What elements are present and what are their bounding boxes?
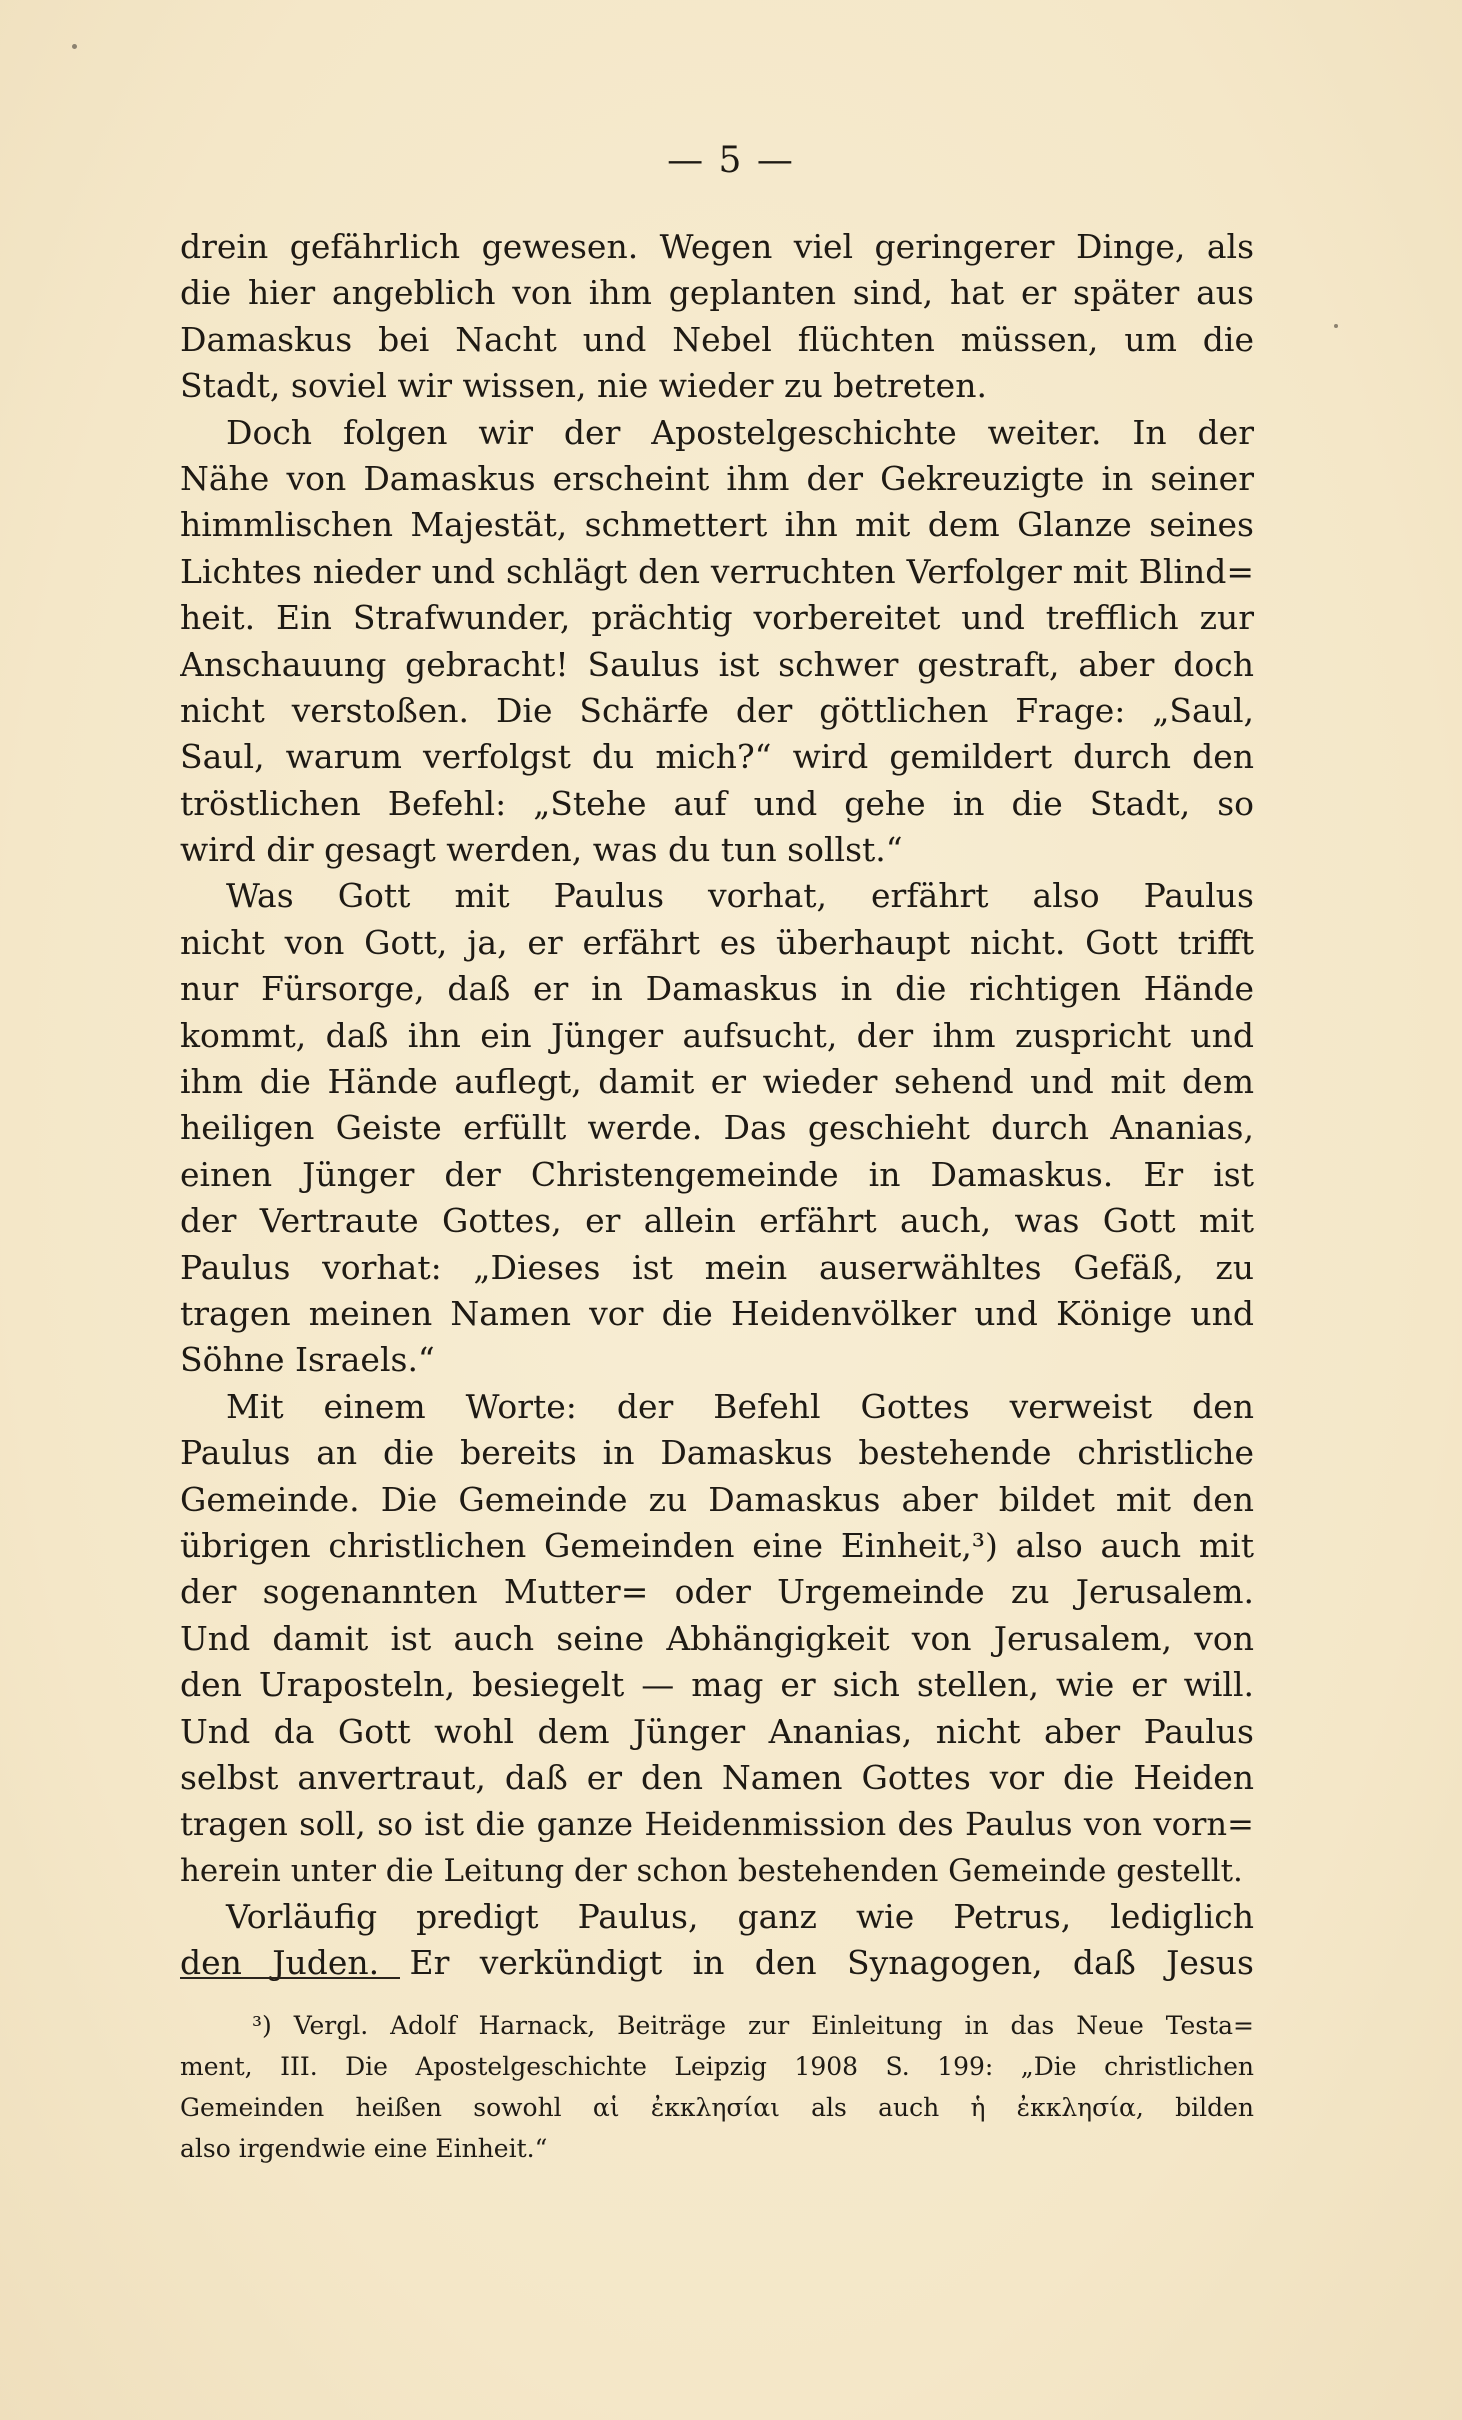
body-line: Stadt, soviel wir wissen, nie wieder zu betreten. bbox=[180, 366, 987, 406]
body-line: Saul, warum verfolgst du mich?“ wird gemildert durch den bbox=[180, 737, 1254, 777]
body-line: der sogenannten Mutter= oder Urgemeinde zu Jerusalem. bbox=[180, 1572, 1254, 1612]
paragraph-start-line: Doch folgen wir der Apostelgeschichte weiter. In der bbox=[226, 412, 1254, 452]
body-line: heiligen Geiste erfüllt werde. Das geschieht durch Ananias, bbox=[180, 1108, 1254, 1148]
body-line: heit. Ein Strafwunder, prächtig vorbereitet und trefflich zur bbox=[180, 598, 1254, 638]
body-line: der Vertraute Gottes, er allein erfährt auch, was Gott mit bbox=[180, 1201, 1254, 1241]
body-line: nicht verstoßen. Die Schärfe der göttlichen Frage: „Saul, bbox=[180, 690, 1254, 730]
footnote-line: Gemeinden heißen sowohl αἱ ἐκκλησίαι als auch ἡ ἐκκλησία, bilden bbox=[180, 2093, 1254, 2122]
body-line: tragen soll, so ist die ganze Heidenmission des Paulus von vorn= bbox=[180, 1805, 1254, 1844]
body-line: Anschauung gebracht! Saulus ist schwer gestraft, aber doch bbox=[180, 644, 1254, 684]
body-line: Damaskus bei Nacht und Nebel flüchten müssen, um die bbox=[180, 319, 1254, 359]
body-line: einen Jünger der Christengemeinde in Damaskus. Er ist bbox=[180, 1154, 1254, 1194]
body-line: übrigen christlichen Gemeinden eine Einheit,³) also auch mit bbox=[180, 1525, 1254, 1565]
paragraph-start-line: Vorläufig predigt Paulus, ganz wie Petrus, lediglich bbox=[226, 1897, 1254, 1937]
body-line: Lichtes nieder und schlägt den verruchten Verfolger mit Blind= bbox=[180, 551, 1254, 591]
footnote-line: also irgendwie eine Einheit.“ bbox=[180, 2134, 548, 2163]
footnote-line: ³) Vergl. Adolf Harnack, Beiträge zur Einleitung in das Neue Testa= bbox=[252, 2011, 1254, 2040]
page-number: — 5 — bbox=[667, 140, 795, 181]
body-line: Gemeinde. Die Gemeinde zu Damaskus aber bildet mit den bbox=[180, 1479, 1254, 1519]
footnote bbox=[180, 2005, 1254, 2169]
paper-speck bbox=[1334, 324, 1338, 328]
body-line: tröstlichen Befehl: „Stehe auf und gehe in die Stadt, so bbox=[180, 783, 1254, 823]
body-line: Und damit ist auch seine Abhängigkeit von Jerusalem, von bbox=[180, 1618, 1254, 1658]
body-line: drein gefährlich gewesen. Wegen viel geringerer Dinge, als bbox=[180, 227, 1254, 266]
body-line: den Uraposteln, besiegelt — mag er sich stellen, wie er will. bbox=[180, 1665, 1254, 1705]
body-line: ihm die Hände auflegt, damit er wieder sehend und mit dem bbox=[180, 1062, 1254, 1102]
body-line: Söhne Israels.“ bbox=[180, 1340, 435, 1380]
body-line: kommt, daß ihn ein Jünger aufsucht, der ihm zuspricht und bbox=[180, 1015, 1254, 1055]
footnote-line: ment, III. Die Apostelgeschichte Leipzig 1908 S. 199: „Die christlichen bbox=[180, 2052, 1254, 2081]
body-line: die hier angeblich von ihm geplanten sind, hat er später aus bbox=[180, 273, 1254, 313]
body-line: nicht von Gott, ja, er erfährt es überhaupt nicht. Gott trifft bbox=[180, 922, 1254, 962]
body-line: wird dir gesagt werden, was du tun sollst.“ bbox=[180, 830, 903, 870]
paper-speck bbox=[72, 44, 77, 49]
body-line: himmlischen Majestät, schmettert ihn mit dem Glanze seines bbox=[180, 505, 1254, 545]
body-line: Paulus vorhat: „Dieses ist mein auserwähltes Gefäß, zu bbox=[180, 1247, 1254, 1287]
body-line: selbst anvertraut, daß er den Namen Gottes vor die Heiden bbox=[180, 1757, 1254, 1797]
body-line: Paulus an die bereits in Damaskus bestehende christliche bbox=[180, 1433, 1254, 1473]
body-line: Und da Gott wohl dem Jünger Ananias, nicht aber Paulus bbox=[180, 1711, 1254, 1751]
footnote-divider bbox=[180, 1977, 400, 1979]
body-text bbox=[180, 224, 1254, 1987]
body-line: Nähe von Damaskus erscheint ihm der Gekreuzigte in seiner bbox=[180, 458, 1254, 498]
body-line: nur Fürsorge, daß er in Damaskus in die richtigen Hände bbox=[180, 969, 1254, 1009]
paragraph-start-line: Mit einem Worte: der Befehl Gottes verweist den bbox=[226, 1386, 1254, 1426]
body-line: den Juden. Er verkündigt in den Synagogen, daß Jesus bbox=[180, 1943, 1254, 1983]
paragraph-start-line: Was Gott mit Paulus vorhat, erfährt also Paulus bbox=[226, 876, 1254, 916]
body-line: herein unter die Leitung der schon bestehenden Gemeinde gestellt. bbox=[180, 1852, 1243, 1889]
body-line: tragen meinen Namen vor die Heidenvölker und Könige und bbox=[180, 1293, 1254, 1333]
